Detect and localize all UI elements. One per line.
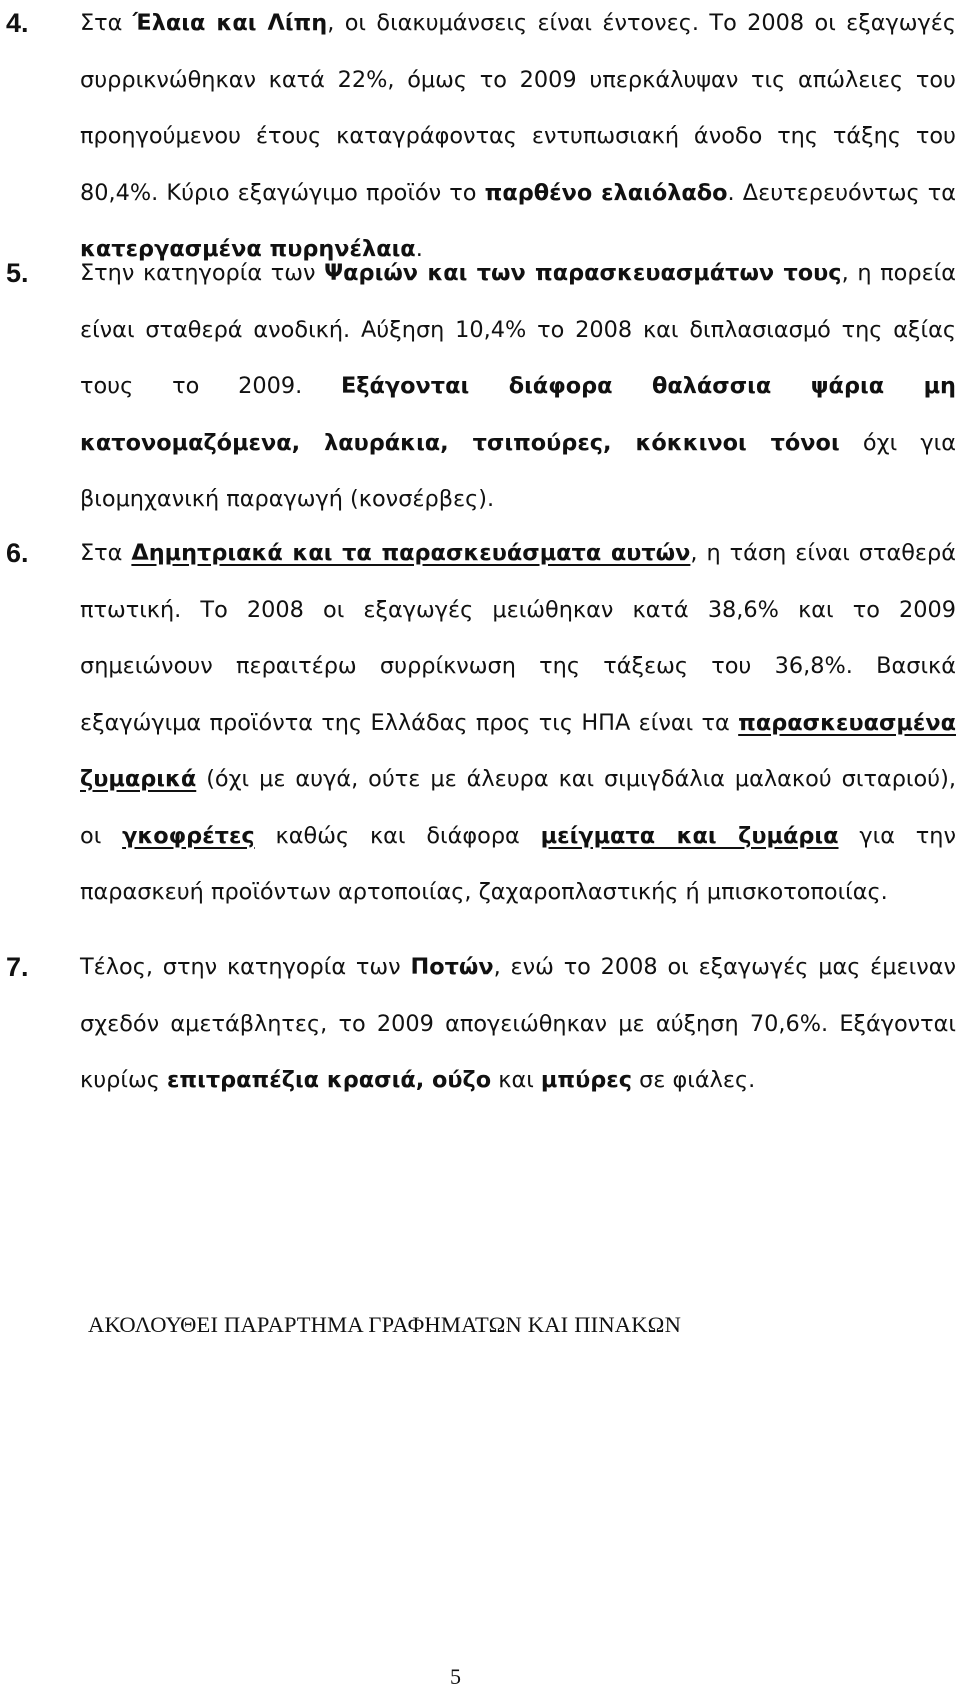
- text-run: Στα: [80, 10, 133, 36]
- text-run: , ενώ το 2008 οι εξαγωγές μας έμειναν σχεδόν αμετάβλητες, το 2009 απογειώθηκαν με αύξηση 70,6%. Εξάγονται κυρίως: [80, 954, 956, 1093]
- text-run: . Δευτερευόντως τα: [727, 179, 957, 206]
- text-run: Στα: [80, 540, 132, 566]
- item-number: 4.: [6, 8, 29, 38]
- bold-phrase: Ποτών: [410, 954, 494, 980]
- text-run: (όχι με αυγά, ούτε με άλευρα και σιμιγδάλια μαλακού σιταριού), οι: [80, 766, 956, 849]
- item-number: 6.: [6, 538, 29, 568]
- bold-phrase: παρθένο ελαιόλαδο: [484, 179, 728, 206]
- item-paragraph: [80, 245, 956, 528]
- item-paragraph: [80, 0, 956, 278]
- underlined-bold-phrase: Δημητριακά και τα παρασκευάσματα αυτών: [131, 540, 691, 566]
- bold-phrase: κατεργασμένα πυρηνέλαια: [80, 236, 416, 262]
- bold-phrase: μπύρες: [540, 1067, 632, 1093]
- item-number: 7.: [6, 952, 29, 982]
- bold-phrase: Ψαριών και των παρασκευασμάτων τους: [324, 260, 842, 286]
- text-run: καθώς και διάφορα: [254, 822, 541, 849]
- text-run: για την παρασκευή προϊόντων αρτοποιίας, ζαχαροπλαστικής ή μπισκοτοποιίας.: [80, 822, 956, 905]
- text-run: όχι για βιομηχανική παραγωγή (κονσέρβες).: [80, 429, 956, 512]
- item-number: 5.: [6, 258, 29, 288]
- text-run: , η τάση είναι σταθερά πτωτική. Το 2008 οι εξαγωγές μειώθηκαν κατά 38,6% και το 2009 σημειώνουν περαιτέρω συρρίκνωση της τάξεως του 36,8%. Βασικά εξαγώγιμα προϊόντα της Ελλάδας προς τις ΗΠΑ είναι τα: [80, 540, 956, 736]
- underlined-bold-phrase: μείγματα και ζυμάρια: [540, 822, 839, 849]
- text-run: .: [415, 236, 423, 262]
- bold-phrase: Εξάγονται διάφορα θαλάσσια ψάρια μη κατονομαζόμενα, λαυράκια, τσιπούρες, κόκκινοι τόνοι: [80, 373, 956, 456]
- bold-phrase: επιτραπέζια κρασιά, ούζο: [166, 1067, 492, 1093]
- item-paragraph: [80, 525, 956, 921]
- underlined-bold-phrase: γκοφρέτες: [122, 822, 255, 849]
- item-paragraph: [80, 939, 956, 1109]
- text-run: Στην κατηγορία των: [80, 260, 325, 286]
- text-run: Τέλος, στην κατηγορία των: [80, 954, 411, 980]
- text-run: , οι διακυμάνσεις είναι έντονες. Το 2008 οι εξαγωγές συρρικνώθηκαν κατά 22%, όμως το 2009 υπερκάλυψαν τις απώλειες του προηγούμενου έτους καταγράφοντας εντυπωσιακή άνοδο της τάξης του 80,4%. Κύριο εξαγώγιμο προϊόν το: [80, 10, 957, 206]
- text-run: , η πορεία είναι σταθερά ανοδική. Αύξηση 10,4% το 2008 και διπλασιασμό της αξίας τους το 2009.: [80, 260, 957, 399]
- underlined-bold-phrase: παρασκευασμένα ζυμαρικά: [80, 709, 956, 792]
- bold-phrase: Έλαια και Λίπη: [132, 10, 328, 36]
- text-run: και: [491, 1067, 541, 1093]
- page-number: 5: [450, 1664, 461, 1689]
- text-run: σε φιάλες.: [632, 1067, 756, 1093]
- appendix-note: ΑΚΟΛΟΥΘΕΙ ΠΑΡΑΡΤΗΜΑ ΓΡΑΦΗΜΑΤΩΝ ΚΑΙ ΠΙΝΑΚΩΝ: [88, 1312, 682, 1337]
